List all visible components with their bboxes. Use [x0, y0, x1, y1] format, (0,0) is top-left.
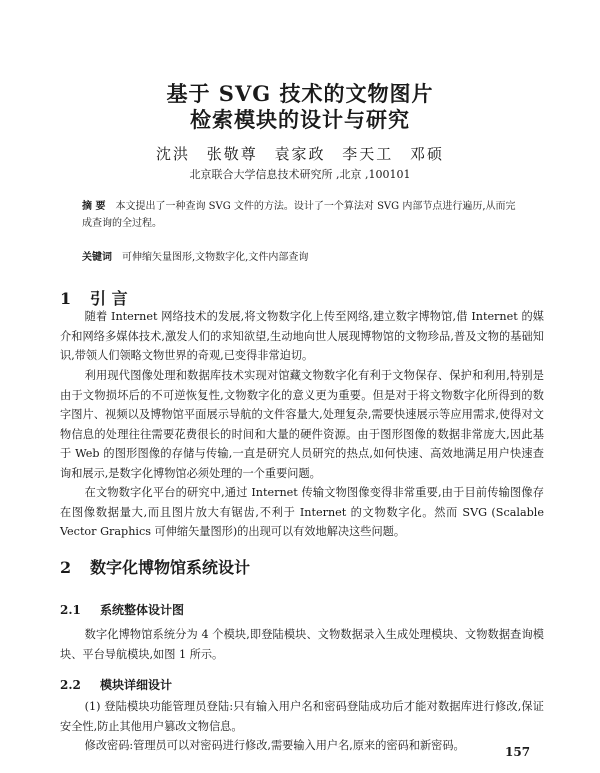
- keywords: [82, 249, 522, 266]
- section-2-1-title: 系统整体设计图: [100, 603, 185, 617]
- keywords-text: 可伸缩矢量图形,文物数字化,文件内部查询: [122, 252, 309, 263]
- section-2-number: 2: [60, 558, 72, 577]
- section-2-2-number: 2.2: [60, 678, 81, 692]
- abstract-label: 摘 要: [82, 201, 106, 212]
- author-list: 沈洪 张敬尊 袁家政 李天工 邓硕: [155, 145, 445, 163]
- paper-title-line-1: 基于 SVG 技术的文物图片: [166, 81, 434, 106]
- section-1-heading: [60, 286, 128, 309]
- section-2-2-heading: [60, 676, 172, 693]
- paper-title-line-2: 检索模块的设计与研究: [190, 107, 410, 132]
- section-2-2-paragraph-1: (1) 登陆模块功能管理员登陆:只有输入用户名和密码登陆成功后才能对数据库进行修改,保证安全性,防止其他用户篡改文物信息。: [60, 700, 544, 733]
- section-1-number: 1: [60, 289, 72, 308]
- section-1-paragraph-3: 在文物数字化平台的研究中,通过 Internet 传输文物图像变得非常重要,由于目前传输图像存在图像数据量大,而且图片放大有锯齿,不利于 Internet 的文物数字化。然而 SVG (Scalable Vector Graphics 可伸缩矢量图形)的出现可以有效地解决这些问题。: [60, 486, 544, 538]
- section-2-1-paragraph: 数字化博物馆系统分为 4 个模块,即登陆模块、文物数据录入生成处理模块、文物数据查询模块、平台导航模块,如图 1 所示。: [60, 628, 544, 661]
- section-2-title: 数字化博物馆系统设计: [90, 558, 251, 577]
- section-1-paragraph-1: 随着 Internet 网络技术的发展,将文物数字化上传至网络,建立数字博物馆,借 Internet 的媒介和网络多媒体技术,激发人们的求知欲望,生动地向世人展现博物馆的文物珍品,普及文物的基础知识,带领人们领略文物世界的奇观,已变得非常迫切。: [60, 310, 544, 362]
- abstract: [82, 198, 522, 232]
- section-2-1-heading: [60, 601, 184, 618]
- section-1-paragraph-2: 利用现代图像处理和数据库技术实现对馆藏文物数字化有利于文物保存、保护和利用,特别是由于文物损坏后的不可逆恢复性,文物数字化的意义更为重要。但是对于将文物数字化所得到的数字图片、视频以及博物馆平面展示导航的文件容量大,处理复杂,需要快速展示等应用需求,使得对文物信息的处理往往需要花费很长的时间和大量的硬件资源。由于图形图像的数据非常庞大,因此基于 Web 的图形图像的存储与传输,一直是研究人员研究的热点,如何快速、高效地满足用户快速查询和展示,是数字化博物馆必须处理的一个重要问题。: [60, 369, 544, 480]
- section-2-2-paragraph-2: 修改密码:管理员可以对密码进行修改,需要输入用户名,原来的密码和新密码。: [84, 739, 465, 752]
- section-1-title: 引 言: [90, 289, 128, 308]
- keywords-label: 关键词: [82, 252, 112, 263]
- section-2-1-number: 2.1: [60, 603, 81, 617]
- page-number: 157: [505, 745, 531, 759]
- section-2-heading: [60, 555, 250, 578]
- affiliation: 北京联合大学信息技术研究所 ,北京 ,100101: [189, 168, 411, 181]
- abstract-text: 本文提出了一种查询 SVG 文件的方法。设计了一个算法对 SVG 内部节点进行遍历,从而完成查询的全过程。: [82, 201, 516, 229]
- section-2-2-title: 模块详细设计: [100, 678, 173, 692]
